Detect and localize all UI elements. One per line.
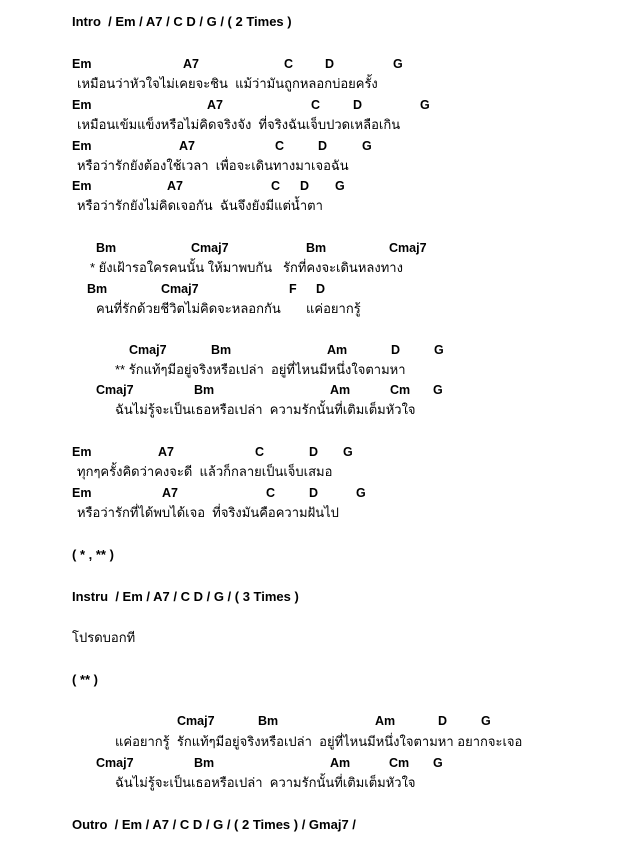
chord-label: A7 [158,445,174,459]
chord-label: C [275,139,285,153]
lyric-line: ทุกๆครั้งคิดว่าคงจะดี แล้วก็กลายเป็นเจ็บเสมอ [77,464,333,479]
chord-label: A7 [162,486,178,500]
chord-label: D [325,57,335,71]
chord-label: Bm [306,241,327,255]
section-heading: Intro / Em / A7 / C D / G / ( 2 Times ) [72,14,292,29]
chord-label: D [309,486,319,500]
chord-label: Cmaj7 [177,714,215,728]
chord-label: A7 [179,139,195,153]
chord-label: D [391,343,401,357]
chord-label: G [356,486,366,500]
chord-label: A7 [207,98,223,112]
chord-label: Am [327,343,348,357]
lyric-line: เหมือนว่าหัวใจไม่เคยจะชิน แม้ว่ามันถูกหลอกบ่อยครั้ง [77,76,378,91]
lyric-line: ** รักแท้ๆมีอยู่จริงหรือเปล่า อยู่ที่ไหนมีหนึ่งใจตามหา [115,362,406,377]
chord-label: F [289,282,297,296]
chord-label: A7 [167,179,183,193]
chord-label: Em [72,486,92,500]
lyric-line: โปรดบอกที [72,630,136,645]
chord-label: G [362,139,372,153]
chord-label: A7 [183,57,199,71]
chord-label: G [434,343,444,357]
chord-label: Cmaj7 [129,343,167,357]
section-heading: Instru / Em / A7 / C D / G / ( 3 Times ) [72,589,299,604]
chord-label: Bm [96,241,117,255]
chord-label: Cmaj7 [161,282,199,296]
chord-label: Em [72,139,92,153]
chord-label: D [309,445,319,459]
chord-label: C [271,179,281,193]
chord-label: D [300,179,310,193]
lyric-line: แค่อยากรู้ รักแท้ๆมีอยู่จริงหรือเปล่า อยู่ที่ไหนมีหนึ่งใจตามหา อยากจะเจอ [115,734,523,749]
chord-label: D [438,714,448,728]
chord-label: Am [330,756,351,770]
chord-label: Em [72,98,92,112]
chord-label: Cm [389,756,410,770]
chord-label: Em [72,445,92,459]
chord-label: G [335,179,345,193]
chord-label: Bm [258,714,279,728]
chord-label: Cmaj7 [389,241,427,255]
chord-label: G [393,57,403,71]
chord-label: Am [330,383,351,397]
chord-label: Cm [390,383,411,397]
chord-label: Bm [194,383,215,397]
lyric-line: หรือว่ารักยังต้องใช้เวลา เพื่อจะเดินทางมาเจอฉัน [77,158,349,173]
lyric-line: หรือว่ารักยังไม่คิดเจอกัน ฉันจึงยังมีแต่น้ำตา [77,198,323,213]
lyric-line: ฉันไม่รู้จะเป็นเธอหรือเปล่า ความรักนั้นที่เติมเต็มหัวใจ [115,775,416,790]
chord-label: G [433,756,443,770]
chord-label: Cmaj7 [191,241,229,255]
lyric-line: ฉันไม่รู้จะเป็นเธอหรือเปล่า ความรักนั้นที่เติมเต็มหัวใจ [115,402,416,417]
chord-label: Bm [194,756,215,770]
lyric-line: เหมือนเข้มแข็งหรือไม่คิดจริงจัง ที่จริงฉันเจ็บปวดเหลือเกิน [77,117,401,132]
chord-label: D [316,282,326,296]
chord-label: G [420,98,430,112]
chord-label: G [433,383,443,397]
chord-label: G [343,445,353,459]
section-heading: ( ** ) [72,672,98,687]
section-heading: Outro / Em / A7 / C D / G / ( 2 Times ) / Gmaj7 / [72,817,356,832]
lyric-line: * ยังเฝ้ารอใครคนนั้น ให้มาพบกัน รักที่คงจะเดินหลงทาง [90,260,403,275]
chord-label: Em [72,179,92,193]
chord-label: Cmaj7 [96,756,134,770]
chord-label: C [266,486,276,500]
chord-label: Am [375,714,396,728]
chord-label: D [318,139,328,153]
section-heading: ( * , ** ) [72,547,114,562]
chord-label: Bm [87,282,108,296]
chord-label: G [481,714,491,728]
chord-label: Cmaj7 [96,383,134,397]
chord-label: C [284,57,294,71]
chord-label: C [311,98,321,112]
chord-label: C [255,445,265,459]
chord-label: Bm [211,343,232,357]
chord-label: D [353,98,363,112]
lyric-line: หรือว่ารักที่ได้พบได้เจอ ที่จริงมันคือความฝันไป [77,505,339,520]
chord-label: Em [72,57,92,71]
lyric-line: คนที่รักด้วยชีวิตไม่คิดจะหลอกกัน แค่อยากรู้ [96,301,361,316]
